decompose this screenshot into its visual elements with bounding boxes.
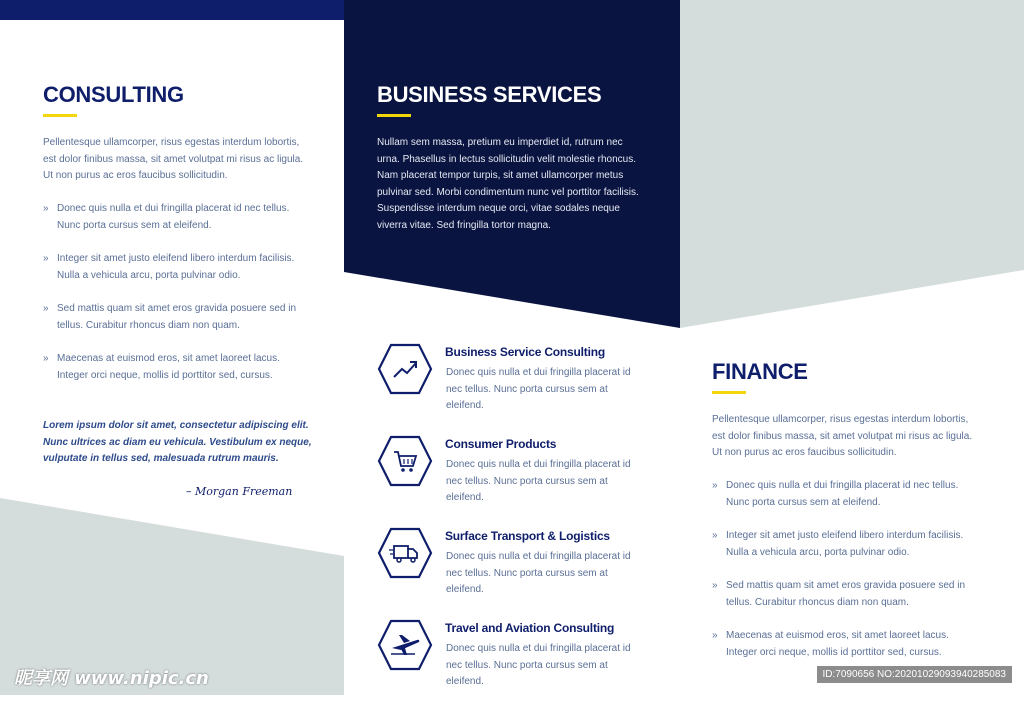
bullet-text: Sed mattis quam sit amet eros gravida posuere sed in tellus. Curabitur rhoncus diam non quam. — [726, 580, 966, 608]
business-accent-line — [377, 114, 411, 117]
consulting-quote: Lorem ipsum dolor sit amet, consectetur adipiscing elit. Nunc ultrices ac diam eu vehicula. Vestibulum ex neque, vulputate in tellus sed, malesuada rutrum mauris. — [43, 420, 312, 464]
trend-chart-icon — [377, 343, 433, 395]
bullet-marker: » — [712, 630, 718, 641]
finance-accent-line — [712, 391, 746, 394]
bullet-text: Maecenas at euismod eros, sit amet laoreet lacus. Integer orci neque, mollis id porttitor sed, cursus. — [726, 630, 949, 658]
list-item — [43, 251, 308, 301]
bullet-text: Integer sit amet justo eleifend libero interdum facilisis. Nulla a vehicula arcu, porta pulvinar odio. — [726, 530, 964, 558]
consulting-title: CONSULTING — [43, 82, 184, 107]
service-item — [377, 527, 667, 619]
bullet-text: Integer sit amet justo eleifend libero interdum facilisis. Nulla a vehicula arcu, porta pulvinar odio. — [57, 253, 295, 281]
consulting-accent-line — [43, 114, 77, 117]
service-item — [377, 343, 667, 435]
service-desc: Donec quis nulla et dui fringilla placerat id nec tellus. Nunc porta cursus sem at eleifend. — [446, 367, 631, 411]
top-accent-bar — [0, 0, 344, 20]
service-desc: Donec quis nulla et dui fringilla placerat id nec tellus. Nunc porta cursus sem at eleifend. — [446, 459, 631, 503]
consulting-intro: Pellentesque ullamcorper, risus egestas interdum lobortis, est dolor finibus massa, sit amet volutpat mi risus ac ligula. Ut non purus ac eros faucibus sollicitudin. — [43, 137, 304, 181]
bullet-text: Donec quis nulla et dui fringilla placerat id nec tellus. Nunc porta cursus sem at eleifend. — [726, 480, 959, 508]
watermark-left: 昵享网 www.nipic.cn — [14, 668, 209, 689]
service-item — [377, 619, 667, 711]
bullet-marker: » — [712, 480, 718, 491]
finance-gray-shape — [680, 0, 1024, 330]
services-list — [377, 343, 667, 711]
consulting-bullet-list — [43, 201, 308, 401]
list-item — [712, 528, 977, 578]
bullet-marker: » — [43, 303, 49, 314]
airplane-icon — [377, 619, 433, 671]
bullet-text: Maecenas at euismod eros, sit amet laoreet lacus. Integer orci neque, mollis id porttitor sed, cursus. — [57, 353, 280, 381]
list-item — [43, 351, 308, 401]
business-title: BUSINESS SERVICES — [377, 82, 602, 107]
bullet-text: Donec quis nulla et dui fringilla placerat id nec tellus. Nunc porta cursus sem at eleifend. — [57, 203, 290, 231]
bullet-marker: » — [43, 203, 49, 214]
list-item — [712, 578, 977, 628]
service-title: Business Service Consulting — [445, 345, 605, 359]
service-title: Consumer Products — [445, 437, 557, 451]
finance-intro: Pellentesque ullamcorper, risus egestas interdum lobortis, est dolor finibus massa, sit amet volutpat mi risus ac ligula. Ut non purus ac eros faucibus sollicitudin. — [712, 414, 973, 458]
list-item — [712, 628, 977, 662]
shopping-cart-icon — [377, 435, 433, 487]
finance-title: FINANCE — [712, 359, 808, 384]
bullet-text: Sed mattis quam sit amet eros gravida posuere sed in tellus. Curabitur rhoncus diam non quam. — [57, 303, 297, 331]
service-desc: Donec quis nulla et dui fringilla placerat id nec tellus. Nunc porta cursus sem at eleifend. — [446, 643, 631, 687]
service-item — [377, 435, 667, 527]
watermark-right: ID:7090656 NO:20201029093940285083 — [817, 666, 1013, 683]
service-title: Travel and Aviation Consulting — [445, 621, 615, 635]
delivery-truck-icon — [377, 527, 433, 579]
finance-bullet-list — [712, 478, 977, 662]
list-item — [43, 301, 308, 351]
business-intro: Nullam sem massa, pretium eu imperdiet id, rutrum nec urna. Phasellus in lectus sollicitudin velit molestie rhoncus. Nam placerat tempor turpis, sit amet ullamcorper metus pulvinar sed. Morbi condimentum nunc vel porttitor facilisis. Suspendisse interdum neque orci, vitae sodales neque viverra vitae. Sed fringilla tortor magna. — [377, 137, 639, 231]
list-item — [712, 478, 977, 528]
bullet-marker: » — [43, 353, 49, 364]
list-item — [43, 201, 308, 251]
bullet-marker: » — [712, 580, 718, 591]
bullet-marker: » — [43, 253, 49, 264]
bullet-marker: » — [712, 530, 718, 541]
service-title: Surface Transport & Logistics — [445, 529, 610, 543]
signature: – Morgan Freeman — [186, 485, 293, 498]
service-desc: Donec quis nulla et dui fringilla placerat id nec tellus. Nunc porta cursus sem at eleifend. — [446, 551, 631, 595]
